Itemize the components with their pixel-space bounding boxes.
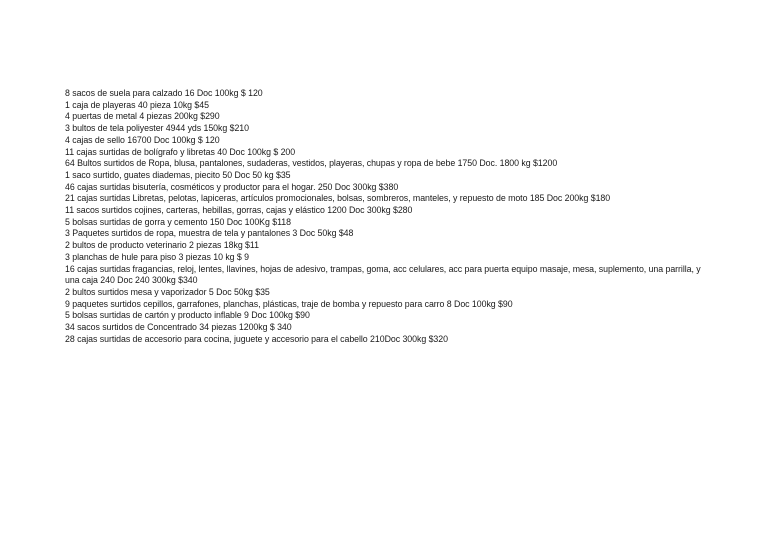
list-item: 46 cajas surtidas bisutería, cosméticos y productor para el hogar. 250 Doc 300kg $380 bbox=[65, 181, 399, 192]
list-item: 5 bolsas surtidas de cartón y producto inflable 9 Doc 100kg $90 bbox=[65, 310, 310, 321]
list-item: 1 saco surtido, guates diademas, piecito 50 Doc 50 kg $35 bbox=[65, 169, 291, 180]
list-item: 11 sacos surtidos cojines, carteras, hebillas, gorras, cajas y elástico 1200 Doc 300kg $280 bbox=[65, 205, 413, 216]
list-item: 4 cajas de sello 16700 Doc 100kg $ 120 bbox=[65, 134, 220, 145]
list-item: 1 caja de playeras 40 pieza 10kg $45 bbox=[65, 99, 209, 110]
list-item: 5 bolsas surtidas de gorra y cemento 150 Doc 100Kg $118 bbox=[65, 216, 291, 227]
list-item: 2 bultos de producto veterinario 2 piezas 18kg $11 bbox=[65, 240, 259, 251]
list-item: 34 sacos surtidos de Concentrado 34 piezas 1200kg $ 340 bbox=[65, 322, 292, 333]
list-item: 4 puertas de metal 4 piezas 200kg $290 bbox=[65, 111, 220, 122]
list-item: 21 cajas surtidas Libretas, pelotas, lapiceras, artículos promocionales, bolsas, sombreros, manteles, y repuesto de moto 185 Doc 200kg $180 bbox=[65, 193, 611, 204]
inventory-list bbox=[65, 88, 715, 345]
list-item: 3 bultos de tela poliyester 4944 yds 150kg $210 bbox=[65, 123, 249, 134]
list-item: 64 Bultos surtidos de Ropa, blusa, pantalones, sudaderas, vestidos, playeras, chupas y ropa de bebe 1750 Doc. 1800 kg $1200 bbox=[65, 158, 558, 169]
list-item: 2 bultos surtidos mesa y vaporizador 5 Doc 50kg $35 bbox=[65, 286, 270, 297]
list-item: 16 cajas surtidas fragancias, reloj, lentes, llavines, hojas de adesivo, trampas, goma, acc celulares, acc para puerta equipo masaje, mesa, suplemento, una parrilla, y una caja 240 Doc 240 300kg $340 bbox=[65, 263, 701, 286]
list-item: 11 cajas surtidas de bolígrafo y libretas 40 Doc 100kg $ 200 bbox=[65, 146, 296, 157]
list-item: 3 planchas de hule para piso 3 piezas 10 kg $ 9 bbox=[65, 251, 249, 262]
list-item: 8 sacos de suela para calzado 16 Doc 100kg $ 120 bbox=[65, 88, 263, 98]
list-item: 3 Paquetes surtidos de ropa, muestra de tela y pantalones 3 Doc 50kg $48 bbox=[65, 228, 354, 239]
list-item: 9 paquetes surtidos cepillos, garrafones, planchas, plásticas, traje de bomba y repuesto para carro 8 Doc 100kg $90 bbox=[65, 298, 513, 309]
list-item: 28 cajas surtidas de accesorio para cocina, juguete y accesorio para el cabello 210Doc 300kg $320 bbox=[65, 333, 448, 344]
